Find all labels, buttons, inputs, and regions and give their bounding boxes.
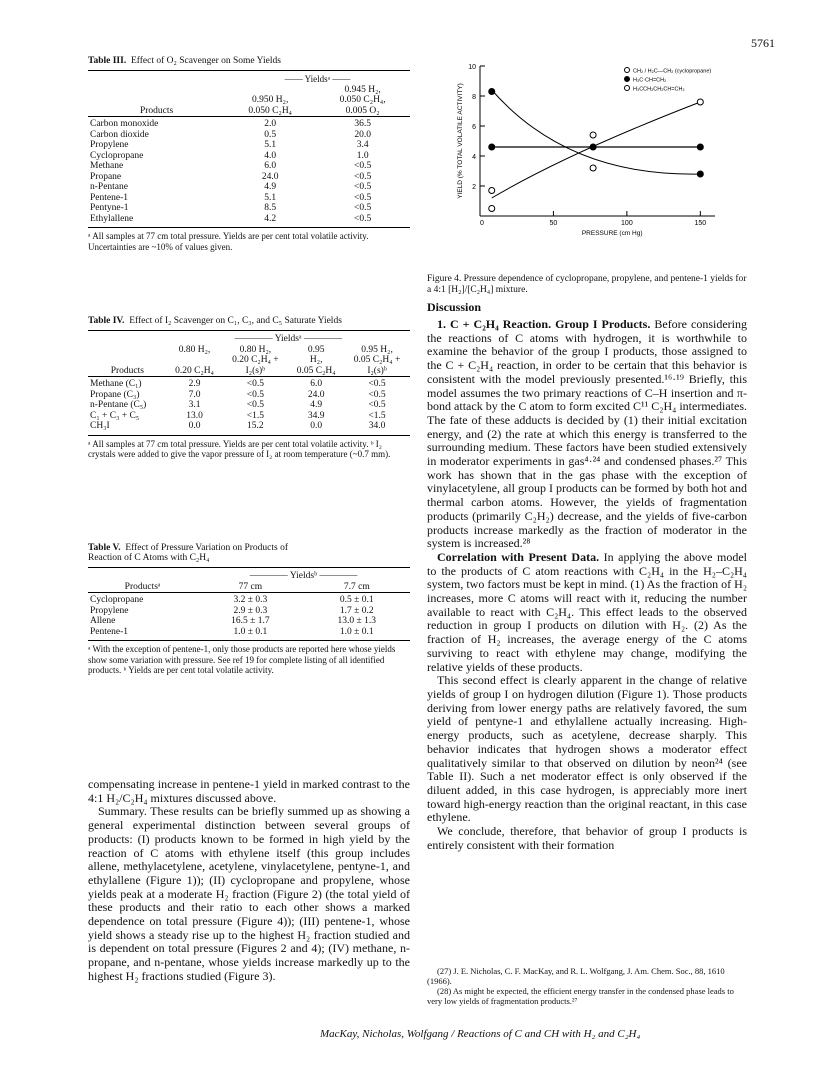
legend-label: H₃C·CH=CH₂ xyxy=(633,77,667,84)
legend-label: CH₂ / H₂C—CH₂ (cyclopropane) xyxy=(633,68,712,75)
table-row xyxy=(88,627,410,638)
paragraph: Correlation with Present Data. In applying the above model to the products of C atom reactions with C₂H₄ in the H₂–C₂H₄ system, two factors must be kept in mind. (1) As the fraction of H₂ increases, more C atoms will react with it, reducing the number available to react with C₂H₄. This effect leads to the observed reduction in group I products on dilution with H₂. (2) As the fraction of H₂ increases, the average energy of the C atoms surviving to react with ethylene may change, modifying the relative yields of these products. xyxy=(427,549,748,674)
x-axis-label: PRESSURE (cm Hg) xyxy=(581,230,643,237)
data-point xyxy=(489,188,495,194)
table-cell: 6.0 xyxy=(310,379,323,389)
legend-label: H₃CCH₂CH₂CH=CH₂ xyxy=(633,86,685,93)
table-4-footnote: ᵃ All samples at 77 cm total pressure. Yields are per cent total volatile activity. ᵇ I₂ crystals were added to give the vapor pressure of I₂ at room temperature (~0.7 mm). xyxy=(88,435,410,460)
table-row xyxy=(88,193,410,204)
row-label: n-Pentane xyxy=(90,182,128,192)
table-cell: 20.0 xyxy=(354,129,371,140)
table-cell: 15.2 xyxy=(247,421,264,431)
table-row xyxy=(88,400,410,411)
page-number: 5761 xyxy=(751,36,775,50)
table-cell: <0.5 xyxy=(354,192,372,203)
table-row xyxy=(88,606,410,617)
row-label: CH₃I xyxy=(90,421,110,431)
table-cell: 3.2 ± 0.3 xyxy=(233,595,268,605)
legend-marker xyxy=(625,68,630,73)
discussion-heading: Discussion xyxy=(427,300,482,314)
figure-4-caption: Figure 4. Pressure dependence of cyclopropane, propylene, and pentene-1 yields for a 4:1 [H₂]/[C₂H₄] mixture. xyxy=(427,274,747,295)
table-cell: 0.0 xyxy=(188,421,201,431)
table-cell: <0.5 xyxy=(354,203,372,213)
table-cell: <0.5 xyxy=(246,379,264,389)
table-cell: 1.7 ± 0.2 xyxy=(339,605,374,616)
table-cell: <0.5 xyxy=(368,389,386,400)
page-footer: MacKay, Nicholas, Wolfgang / Reactions of C and CH with H₂ and C₂H₄ xyxy=(320,1028,641,1040)
data-point xyxy=(590,144,596,150)
data-point xyxy=(489,144,495,150)
table-cell: 13.0 ± 1.3 xyxy=(337,616,377,626)
table-row xyxy=(88,411,410,422)
table-cell: 4.2 xyxy=(264,213,277,224)
table-row xyxy=(88,161,410,172)
table-5: Table V. Effect of Pressure Variation on Products of Reaction of C Atoms with C₂H₄ ———— Yieldsᵇ ———— Productsᵃ 77 cm 7.7 cm Cyclopropane 3.2 ± 0.3 0.5 ± 0.1 Propylene 2.9 ± 0.3 1.7 ± 0.2 Allene 16.5 ± 1.7 13.0 ± 1.3 Pentene-1 1.0 ± 0.1 1.0 ± 0.1 ᵃ With the exception of pentene-1, only those products are reported here whose yields show some variation with pressure. See ref 19 for complete listing of all identified products. ᵇ Yields are per cent total volatile activity. xyxy=(88,543,410,676)
paragraph: 1. C + C₂H₄ Reaction. Group I Products. Before considering the reactions of C atoms with hydrogen, it is worthwhile to examine the behavior of the group I products, those assigned to the C + C₂H₄ reaction, in order to be certain that this behavior is consistent with the model previously presented.¹⁶·¹⁹ Briefly, this model assumes the two primary reactions of C–H insertion and π-bond attack by the C atom to form excited C¹¹ C₂H₄ intermediates. The fate of these adducts is decided by (1) their initial excitation energy, and (2) the rate at which this energy is transferred to the surrounding medium. These factors have been studied extensively in moderator experiments in gas⁴·²⁴ and condensed phases.²⁷ This work has shown that in the gas phase with the exception of vinylacetylene, all group I products can be formed by both hot and thermal carbon atoms. However, the yields of fragmentation products (primarily C₂H₂) decrease, and the yields of five-carbon products increase markedly as the fraction of moderator in the system is increased.²⁸ xyxy=(427,317,748,551)
table-row xyxy=(88,377,410,390)
left-body-text xyxy=(88,778,410,984)
row-label: Cyclopropane xyxy=(90,595,144,605)
legend-marker xyxy=(625,77,630,82)
paragraph: This second effect is clearly apparent in the change of relative yields of group I on hydrogen dilution (Figure 1). Those products deriving from lower energy paths are relatively favored, the sum yield of pentyne-1 and ethylallene actually increasing. High-energy products, such as acetylene, decrease sharply. This behavior indicates that hydrogen shows a moderator effect qualitatively similar to that observed on dilution by neon²⁴ (see Table II). Such a net moderator effect is only observed if the diluent added, in this case hydrogen, is appreciably more inert toward high-energy reaction than the original reactant, in this case ethylene. xyxy=(427,673,747,825)
table-row xyxy=(88,421,410,432)
table-row xyxy=(88,172,410,183)
discussion-body xyxy=(427,318,747,852)
row-label: C₁ + C₃ + C₅ xyxy=(90,410,140,421)
propylene-curve xyxy=(492,90,701,174)
table-cell: <0.5 xyxy=(354,171,372,182)
data-point xyxy=(697,171,703,177)
table-cell: 34.9 xyxy=(307,410,325,421)
table-row xyxy=(88,616,410,627)
table-3-footnote: ᵃ All samples at 77 cm total pressure. Yields are per cent total volatile activity. Uncertainties are ~10% of values given. xyxy=(88,227,410,252)
table-row xyxy=(88,151,410,162)
x-tick-label: 150 xyxy=(694,220,707,227)
table-4-caption: Table IV. Effect of I₂ Scavenger on C₁, C₃, and C₅ Saturate Yields xyxy=(88,316,342,326)
data-point xyxy=(697,99,703,105)
table-3-caption: Table III. Effect of O₂ Scavenger on Some Yields xyxy=(88,56,281,66)
table-5-caption: Table V. Effect of Pressure Variation on Products of Reaction of C Atoms with C₂H₄ xyxy=(88,543,289,563)
table-cell: 4.9 xyxy=(310,400,323,410)
table-cell: <1.5 xyxy=(368,410,386,421)
y-tick-label: 8 xyxy=(472,94,476,101)
table-cell: 4.9 xyxy=(264,182,277,192)
row-label: Ethylallene xyxy=(90,213,134,224)
paragraph: We conclude, therefore, that behavior of group I products is entirely consistent with their formation xyxy=(427,824,747,852)
row-label: Carbon monoxide xyxy=(90,119,159,129)
y-axis-label: YIELD (% TOTAL VOLATILE ACTIVITY) xyxy=(457,83,464,199)
table-cell: <0.5 xyxy=(354,182,372,192)
table-3: Table III. Effect of O₂ Scavenger on Some Yields —— Yieldsᵃ —— 0.945 H₂, 0.950 H₂, 0.050 C₂H₄, Products 0.050 C₂H₄ 0.005 O₂ Carbon monoxide 2.0 36.5 Carbon dioxide 0.5 20.0 Propylene 5.1 3.4 Cyclopropane 4.0 1.0 Methane 6.0 <0.5 Propane 24.0 <0.5 n-Pentane 4.9 <0.5 Pentene-1 5.1 <0.5 Pentyne-1 8.5 <0.5 Ethylallene 4.2 <0.5 ᵃ All samples at 77 cm total pressure. Yields are per cent total volatile activity. Uncertainties are ~10% of values given. xyxy=(88,56,410,252)
table-cell: 4.0 xyxy=(264,150,277,161)
data-point xyxy=(590,165,596,171)
table-5-footnote: ᵃ With the exception of pentene-1, only those products are reported here whose yields show some variation with pressure. See ref 19 for complete listing of all identified products. ᵇ Yields are per cent total volatile activity. xyxy=(88,640,410,676)
summary-paragraph: Summary. These results can be briefly summed up as showing a general experimental distinction between several groups of products: (I) products known to be formed in high yield by the reaction of C atoms with ethylene itself (this group includes allene, methylacetylene, acetylene, vinylacetylene, pentyne-1, and ethylallene (Figure 1)); (II) cyclopropane and propylene, whose yields peak at a moderate H₂ fraction (Figure 2) (the total yield of these products and their ratio to each other shows a marked dependence on total pressure (Figure 4)); (III) pentene-1, whose yield shows a steady rise up to the highest H₂ fraction studied and is dependent on total pressure (Figures 2 and 4); (IV) methane, n-propane, and n-pentane, whose yields increase markedly up to the highest H₂ fractions studied (Figure 3). xyxy=(88,804,410,983)
section-subheading: 1. C + C₂H₄ Reaction. Group I Products. xyxy=(437,317,651,331)
figure-4 xyxy=(452,52,752,272)
table-cell: 7.0 xyxy=(188,389,201,400)
row-label: Propane (C₃) xyxy=(90,389,140,400)
table-cell: 2.9 ± 0.3 xyxy=(233,605,268,616)
table-row xyxy=(88,140,410,151)
table-cell: 36.5 xyxy=(354,119,371,129)
legend-marker xyxy=(625,86,630,91)
y-tick-label: 6 xyxy=(472,124,476,131)
table-cell: 1.0 ± 0.1 xyxy=(339,626,374,637)
table-cell: <0.5 xyxy=(354,161,372,171)
table-cell: <0.5 xyxy=(246,389,264,400)
table-cell: <0.5 xyxy=(246,400,264,410)
table-cell: 0.0 xyxy=(310,421,323,431)
data-point xyxy=(489,89,495,95)
y-tick-label: 2 xyxy=(472,184,476,191)
y-tick-label: 4 xyxy=(472,154,476,161)
correlation-heading: Correlation with Present Data. xyxy=(437,549,600,564)
table-cell: 24.0 xyxy=(261,171,279,182)
row-label: Methane xyxy=(90,161,124,171)
row-label: Pentene-1 xyxy=(90,626,128,637)
table-row xyxy=(88,117,410,130)
x-tick-label: 0 xyxy=(480,220,484,227)
paragraph: compensating increase in pentene-1 yield in marked contrast to the 4:1 H₂/C₂H₄ mixtures discussed above. xyxy=(88,777,410,805)
y-tick-label: 10 xyxy=(468,64,476,71)
table-cell: 8.5 xyxy=(264,203,277,213)
table-cell: <0.5 xyxy=(368,379,386,389)
table-row xyxy=(88,214,410,225)
row-label: Propane xyxy=(90,171,122,182)
row-label: Methane (C₁) xyxy=(90,379,142,389)
table-cell: 2.0 xyxy=(264,119,277,129)
table-cell: 24.0 xyxy=(307,389,325,400)
table-4: Table IV. Effect of I₂ Scavenger on C₁, C₃, and C₅ Saturate Yields ———— Yieldsᵃ ———— 0.80 H₂, 0.80 H₂, 0.95 0.95 H₂, 0.20 C₂H₄ + H₂, 0.05 C₂H₄ + Products 0.20 C₂H₄ I₂(s)ᵇ 0.05 C₂H₄ I₂(s)ᵇ Methane (C₁) 2.9 <0.5 6.0 <0.5 Propane (C₃) 7.0 <0.5 24.0 <0.5 n-Pentane (C₅) 3.1 <0.5 4.9 <0.5 C₁ + C₃ + C₅ 13.0 <1.5 34.9 <1.5 CH₃I 0.0 15.2 0.0 34.0 ᵃ All samples at 77 cm total pressure. Yields are per cent total volatile activity. ᵇ I₂ crystals were added to give the vapor pressure of I₂ at room temperature (~0.7 mm). xyxy=(88,316,410,460)
table-row xyxy=(88,130,410,141)
table-cell: <0.5 xyxy=(368,400,386,410)
reference-28: (28) As might be expected, the efficient energy transfer in the condensed phase leads to very low yields of fragmentation products.²⁷ xyxy=(427,986,734,1006)
table-cell: <0.5 xyxy=(354,213,372,224)
table-row xyxy=(88,593,410,606)
row-label: n-Pentane (C₅) xyxy=(90,400,147,410)
table-cell: 13.0 xyxy=(186,410,203,421)
row-label: Allene xyxy=(90,616,116,626)
cyclopropane-curve xyxy=(492,102,701,198)
table-cell: 34.0 xyxy=(368,421,386,431)
table-cell: 3.4 xyxy=(356,140,369,150)
table-row xyxy=(88,182,410,193)
row-label: Carbon dioxide xyxy=(90,129,149,140)
table-cell: 1.0 ± 0.1 xyxy=(233,626,268,637)
data-point xyxy=(590,132,596,138)
table-cell: 3.1 xyxy=(188,400,201,410)
references xyxy=(427,966,747,1006)
table-row xyxy=(88,203,410,214)
table-cell: 0.5 ± 0.1 xyxy=(339,595,374,605)
row-label: Propylene xyxy=(90,140,129,150)
table-cell: 5.1 xyxy=(264,192,277,203)
table-cell: 5.1 xyxy=(264,140,277,150)
row-label: Propylene xyxy=(90,605,129,616)
table-cell: 0.5 xyxy=(264,129,277,140)
x-tick-label: 100 xyxy=(621,220,633,227)
reference-27: (27) J. E. Nicholas, C. F. MacKay, and R. L. Wolfgang, J. Am. Chem. Soc., 88, 1610 (1966). xyxy=(427,966,725,986)
row-label: Cyclopropane xyxy=(90,150,144,161)
data-point xyxy=(697,144,703,150)
table-cell: 1.0 xyxy=(356,150,369,161)
table-row xyxy=(88,390,410,401)
table-cell: <1.5 xyxy=(246,410,264,421)
table-cell: 6.0 xyxy=(264,161,277,171)
row-label: Pentyne-1 xyxy=(90,203,129,213)
x-tick-label: 50 xyxy=(549,220,558,227)
table-cell: 2.9 xyxy=(188,379,201,389)
figure-4-chart xyxy=(452,52,752,272)
table-cell: 16.5 ± 1.7 xyxy=(231,616,270,626)
data-point xyxy=(489,206,495,212)
row-label: Pentene-1 xyxy=(90,192,128,203)
